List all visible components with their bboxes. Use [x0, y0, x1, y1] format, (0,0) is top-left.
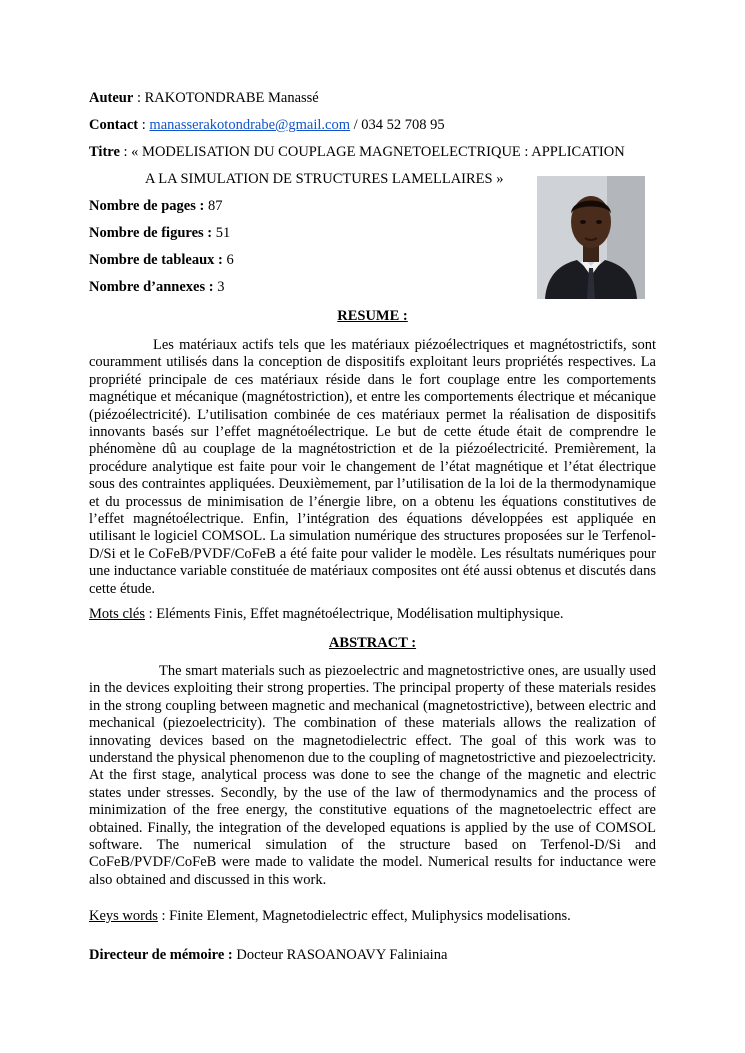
contact-email-link[interactable]: manasserakotondrabe@gmail.com	[149, 117, 351, 133]
supervisor-label: Directeur de mémoire :	[89, 947, 233, 963]
tables-line	[89, 252, 234, 269]
abstract-heading: ABSTRACT :	[328, 635, 417, 651]
resume-text: Les matériaux actifs tels que les matériaux piézoélectriques et magnétostrictifs, sont couramment utilisés dans la conception de dispositifs exploitant leurs propriétés respectives. La propriété principale de ces matériaux réside dans le fort couplage entre les comportements magnétique et mécanique (magnétostriction), et entre les comportements électrique et mécanique (piézoélectricité). L’utilisation combinée de ces matériaux permet la réalisation de dispositifs innovants basés sur l’effet magnétoélectrique. Le but de cette étude était de comprendre le phénomène dû au couplage de la magnétostriction et de la piézoélectricité. Premièrement, la procédure analytique est faite pour voir le changement de l’état magnétique et l’état électrique sous des contraintes appliquées. Deuxièmement, par l’utilisation de la loi de la thermodynamique et du processus de minimisation de l’énergie libre, on a obtenu les équations constitutives de l’effet magnétoélectrique. Enfin, l’intégration des équations développées est appliquée en utilisant le logiciel COMSOL. La simulation numérique des structures proposées sur le Terfenol-D/Si et le CoFeB/PVDF/CoFeB a été faite pour valider le modèle. Les résultats numériques pour une inductance variable constituée de matériaux composites ont été aussi obtenus et discutés dans cette étude.	[89, 337, 656, 597]
title-text-1: « MODELISATION DU COUPLAGE MAGNETOELECTRIQUE : APPLICATION	[131, 144, 625, 160]
portrait-illustration	[537, 176, 645, 299]
annexes-label: Nombre d’annexes :	[89, 279, 214, 295]
supervisor-line	[89, 947, 447, 964]
author-label: Auteur	[89, 90, 134, 106]
tables-value: 6	[226, 252, 234, 268]
figures-label: Nombre de figures :	[89, 225, 213, 241]
author-line: Auteur : RAKOTONDRABE Manassé	[89, 90, 319, 106]
annexes-line	[89, 279, 224, 296]
figures-line	[89, 225, 230, 242]
abstract-keywords-value: : Finite Element, Magnetodielectric effect, Muliphysics modelisations.	[161, 908, 571, 924]
abstract-keywords-label: Keys words	[89, 908, 158, 924]
annexes-value: 3	[217, 279, 225, 295]
title-line-2	[145, 171, 503, 188]
tables-label: Nombre de tableaux :	[89, 252, 223, 268]
resume-keywords-label: Mots clés	[89, 606, 145, 622]
pages-line	[89, 198, 222, 215]
figures-value: 51	[215, 225, 231, 241]
resume-heading: RESUME :	[337, 308, 408, 324]
supervisor-value: Docteur RASOANOAVY Faliniaina	[236, 947, 448, 963]
author-photo	[537, 176, 645, 299]
title-line-1: Titre : « MODELISATION DU COUPLAGE MAGNETOELECTRIQUE : APPLICATION	[89, 144, 625, 160]
abstract-text: The smart materials such as piezoelectric and magnetostrictive ones, are usually used in the devices exploiting their strong properties. The principal property of these materials resides in the strong coupling between magnetic and mechanical (magnetostrictive), between electric and mechanical (piezoelectricity). The combination of these materials allows the realization of innovating devices based on the magnetodielectric effect. The goal of this work was to understand the physical phenomenon due to the coupling of magnetostrictive and piezoelectricity. At the first stage, analytical process was done to see the change of the magnetic and electric states under stresses. Secondly, by the use of the law of thermodynamics and the process of minimization of the free energy, the constitutive equations of the magnetoelectric effect are obtained. Finally, the integration of the developed equations is applied by the use of COMSOL software. The numerical simulation of the structure based on Terfenol-D/Si and CoFeB/PVDF/CoFeB were made to validate the model. Numerical results for inductance were also obtained and discussed in this work.	[89, 663, 656, 888]
resume-keywords-line	[89, 606, 564, 623]
contact-label: Contact	[89, 117, 139, 133]
resume-keywords-value: : Eléments Finis, Effet magnétoélectrique, Modélisation multiphysique.	[148, 606, 564, 622]
abstract-paragraph	[89, 663, 656, 889]
resume-paragraph	[89, 337, 656, 598]
title-label: Titre	[89, 144, 120, 160]
contact-phone: / 034 52 708 95	[353, 117, 445, 133]
title-text-2: A LA SIMULATION DE STRUCTURES LAMELLAIRES »	[145, 171, 504, 187]
pages-label: Nombre de pages :	[89, 198, 205, 214]
pages-value: 87	[207, 198, 223, 214]
abstract-keywords-line	[89, 908, 571, 925]
author-value: RAKOTONDRABE Manassé	[144, 90, 319, 106]
contact-line: Contact : manasserakotondrabe@gmail.com / 034 52 708 95	[89, 117, 445, 133]
